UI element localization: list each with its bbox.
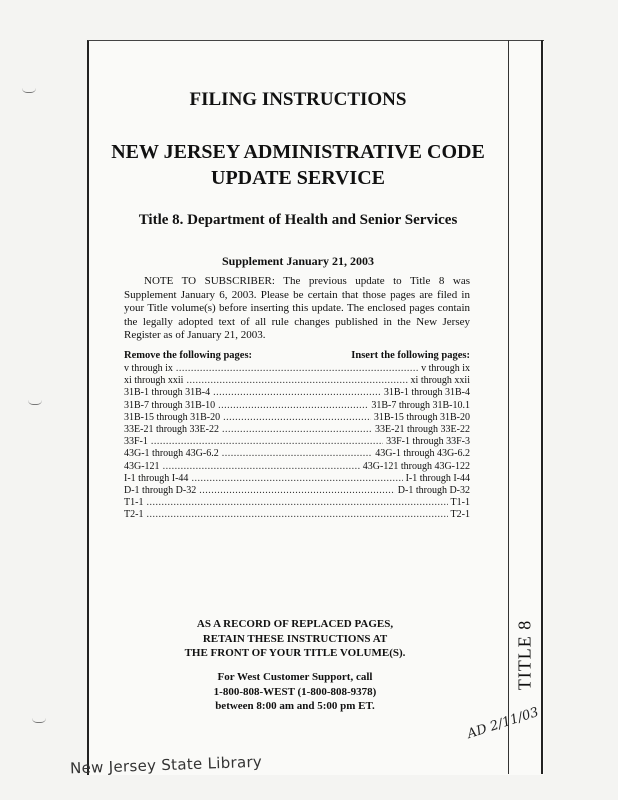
table-row [124,375,470,387]
leader-dots [163,461,360,473]
supplement-date: Supplement January 21, 2003 [221,254,375,268]
record-line: AS A RECORD OF REPLACED PAGES, [196,618,394,630]
remove-pages: 33E-21 through 33E-22 [124,423,219,435]
insert-pages: v through ix [421,363,470,374]
remove-pages: 31B-15 through 31B-20 [124,411,221,423]
record-line: THE FRONT OF YOUR TITLE VOLUME(S). [184,647,406,659]
insert-pages: 31B-15 through 31B-20 [373,411,470,423]
insert-pages: I-1 through I-44 [405,472,470,484]
leader-dots [213,387,381,399]
leader-dots [218,400,368,412]
insert-pages: T1-1 [450,497,470,509]
insert-pages: D-1 through D-32 [397,484,470,496]
remove-pages: T2-1 [124,509,144,521]
margin-mark [28,400,42,405]
support-line: between 8:00 am and 5:00 pm ET. [215,700,375,712]
insert-pages: 33F-1 through 33F-3 [386,436,470,448]
insert-pages: 43G-121 through 43G-122 [362,460,470,472]
table-row [124,436,470,448]
insert-pages: 33E-21 through 33E-22 [375,423,470,435]
leader-dots [146,509,447,521]
leader-dots [191,473,402,485]
record-instructions [150,617,440,661]
title-tab [505,615,545,695]
note-text: NOTE TO SUBSCRIBER: The previous update to Title 8 was Supplement January 6, 2003. Please be certain that those pages are filed in your Title volume(s) before inserting this update. The enclosed pages contain the legally adopted text of all rule changes published in the New Jersey Register as of January 21, 2003. [124,275,470,342]
code-title-line1: NEW JERSEY ADMINISTRATIVE CODE [111,141,485,163]
handwritten-initials: AD 2/11/03 [465,704,541,743]
remove-pages: 31B-7 through 31B-10 [124,399,216,411]
leader-dots [222,424,372,436]
tab-label: TITLE 8 [514,619,535,691]
insert-pages: 31B-1 through 31B-4 [383,387,470,399]
remove-pages: I-1 through I-44 [124,472,189,484]
library-stamp: New Jersey State Library [69,752,263,778]
leader-dots [186,375,407,387]
title-department: Title 8. Department of Health and Senior Services [138,212,458,228]
remove-pages: T1-1 [124,497,144,509]
table-row [124,412,470,424]
table-row [124,473,470,485]
leader-dots [176,363,418,375]
leader-dots [223,412,371,424]
table-row [124,400,470,412]
pages-table [124,350,470,521]
remove-pages: xi through xxii [124,375,184,387]
insert-pages: xi through xxii [410,375,470,387]
insert-header: Insert the following pages: [351,350,470,361]
table-row [124,485,470,497]
insert-pages: 31B-7 through 31B-10.1 [371,399,470,411]
code-title-line2: UPDATE SERVICE [211,167,385,189]
margin-mark [32,718,46,723]
remove-pages: 43G-1 through 43G-6.2 [124,448,219,460]
support-line: For West Customer Support, call [217,671,373,683]
table-header [124,350,470,361]
table-row [124,424,470,436]
table-row [124,387,470,399]
leader-dots [222,448,373,460]
leader-dots [146,497,447,509]
support-info [150,670,440,714]
table-row [124,509,470,521]
remove-pages: D-1 through D-32 [124,484,197,496]
leader-dots [199,485,395,497]
insert-pages: T2-1 [450,509,470,521]
note-to-subscriber [124,275,470,343]
table-row [124,363,470,375]
record-line: RETAIN THESE INSTRUCTIONS AT [202,632,388,645]
remove-pages: 33F-1 [124,436,148,448]
margin-mark [22,88,36,93]
leader-dots [151,436,383,448]
remove-pages: v through ix [124,363,173,374]
table-rows [124,363,470,521]
remove-header: Remove the following pages: [124,350,253,361]
support-line: 1-800-808-WEST (1-800-808-9378) [213,685,377,698]
remove-pages: 31B-1 through 31B-4 [124,387,211,399]
heading: FILING INSTRUCTIONS [189,89,407,110]
remove-pages: 43G-121 [124,460,160,472]
table-row [124,497,470,509]
table-row [124,461,470,473]
insert-pages: 43G-1 through 43G-6.2 [375,448,470,460]
table-row [124,448,470,460]
